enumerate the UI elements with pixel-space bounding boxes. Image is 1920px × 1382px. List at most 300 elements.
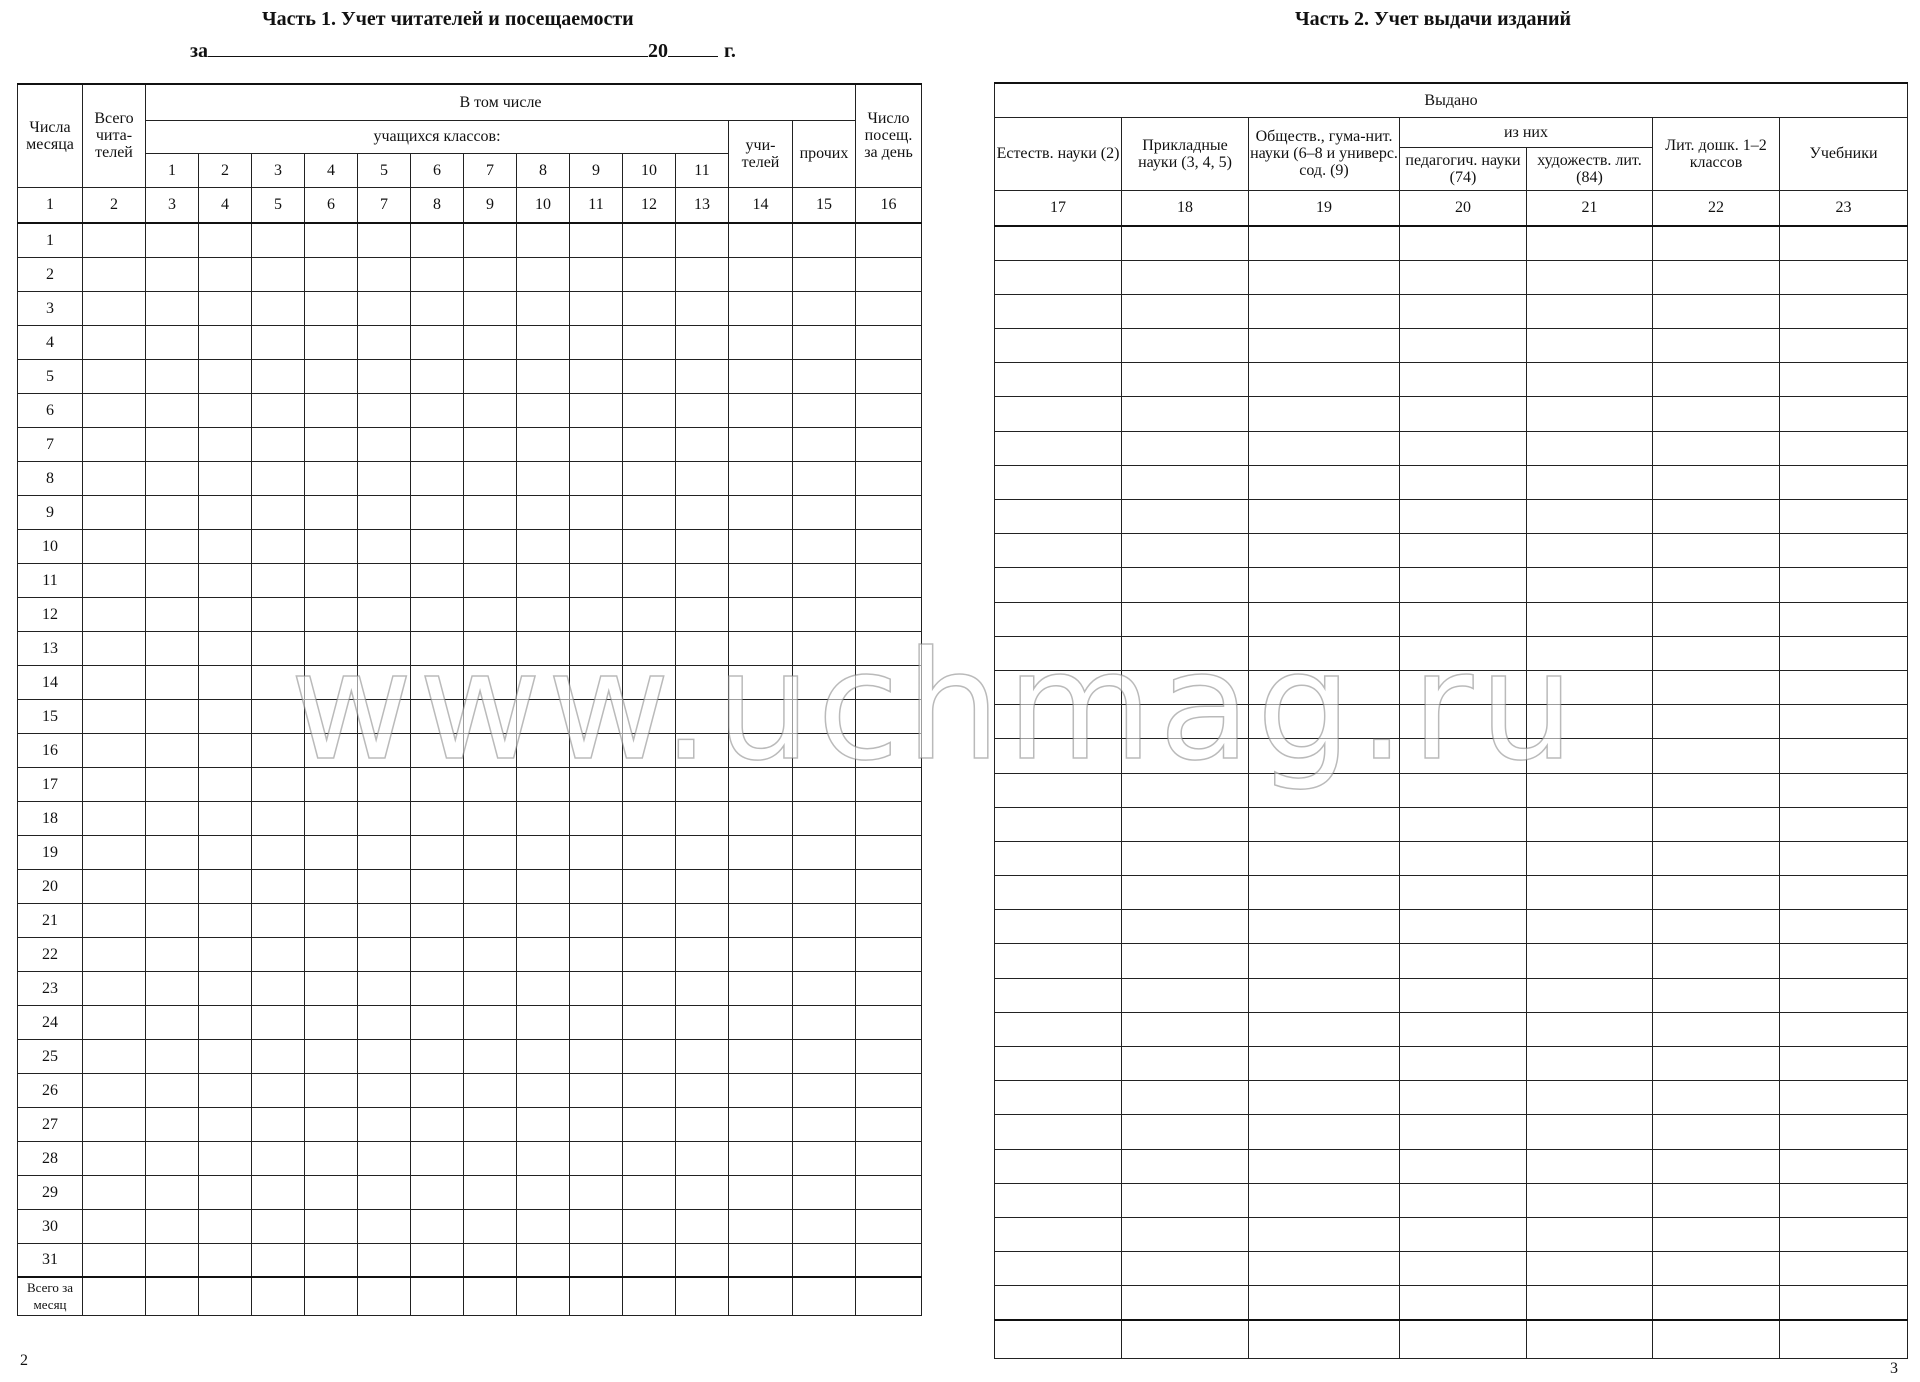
entry-cell[interactable] xyxy=(1122,397,1249,431)
entry-cell[interactable] xyxy=(995,705,1122,739)
entry-cell[interactable] xyxy=(83,835,146,869)
entry-cell[interactable] xyxy=(623,223,676,257)
entry-cell[interactable] xyxy=(1249,1047,1400,1081)
entry-cell[interactable] xyxy=(464,1243,517,1277)
entry-cell[interactable] xyxy=(146,461,199,495)
entry-cell[interactable] xyxy=(1527,397,1653,431)
entry-cell[interactable] xyxy=(146,699,199,733)
entry-cell[interactable] xyxy=(517,529,570,563)
entry-cell[interactable] xyxy=(411,1243,464,1277)
entry-cell[interactable] xyxy=(1653,1047,1780,1081)
entry-cell[interactable] xyxy=(793,801,856,835)
entry-cell[interactable] xyxy=(1400,773,1527,807)
entry-cell[interactable] xyxy=(676,427,729,461)
entry-cell[interactable] xyxy=(676,699,729,733)
entry-cell[interactable] xyxy=(411,461,464,495)
entry-cell[interactable] xyxy=(1400,876,1527,910)
period-month-blank[interactable] xyxy=(208,38,648,57)
entry-cell[interactable] xyxy=(676,1073,729,1107)
period-year-blank[interactable] xyxy=(668,38,718,57)
entry-cell[interactable] xyxy=(1527,1047,1653,1081)
entry-cell[interactable] xyxy=(793,699,856,733)
entry-cell[interactable] xyxy=(1527,670,1653,704)
entry-cell[interactable] xyxy=(517,937,570,971)
entry-cell[interactable] xyxy=(83,1243,146,1277)
entry-cell[interactable] xyxy=(146,1209,199,1243)
entry-cell[interactable] xyxy=(464,325,517,359)
entry-cell[interactable] xyxy=(464,563,517,597)
entry-cell[interactable] xyxy=(623,665,676,699)
entry-cell[interactable] xyxy=(1780,534,1908,568)
entry-cell[interactable] xyxy=(252,767,305,801)
entry-cell[interactable] xyxy=(517,1175,570,1209)
entry-cell[interactable] xyxy=(570,631,623,665)
entry-cell[interactable] xyxy=(199,971,252,1005)
entry-cell[interactable] xyxy=(83,631,146,665)
entry-cell[interactable] xyxy=(570,393,623,427)
entry-cell[interactable] xyxy=(199,1209,252,1243)
entry-cell[interactable] xyxy=(995,568,1122,602)
entry-cell[interactable] xyxy=(83,1005,146,1039)
entry-cell[interactable] xyxy=(83,1073,146,1107)
entry-cell[interactable] xyxy=(570,665,623,699)
entry-cell[interactable] xyxy=(856,461,922,495)
entry-cell[interactable] xyxy=(729,223,793,257)
entry-cell[interactable] xyxy=(83,1107,146,1141)
entry-cell[interactable] xyxy=(252,597,305,631)
entry-cell[interactable] xyxy=(83,1039,146,1073)
entry-cell[interactable] xyxy=(146,1073,199,1107)
entry-cell[interactable] xyxy=(729,325,793,359)
entry-cell[interactable] xyxy=(252,1243,305,1277)
entry-cell[interactable] xyxy=(676,937,729,971)
entry-cell[interactable] xyxy=(676,1243,729,1277)
entry-cell[interactable] xyxy=(252,1175,305,1209)
entry-cell[interactable] xyxy=(623,393,676,427)
total-cell[interactable] xyxy=(995,1320,1122,1358)
entry-cell[interactable] xyxy=(570,563,623,597)
entry-cell[interactable] xyxy=(1527,841,1653,875)
entry-cell[interactable] xyxy=(1249,807,1400,841)
entry-cell[interactable] xyxy=(1249,1012,1400,1046)
total-cell[interactable] xyxy=(1527,1320,1653,1358)
entry-cell[interactable] xyxy=(729,257,793,291)
entry-cell[interactable] xyxy=(729,1073,793,1107)
entry-cell[interactable] xyxy=(793,597,856,631)
entry-cell[interactable] xyxy=(1400,1012,1527,1046)
entry-cell[interactable] xyxy=(623,597,676,631)
entry-cell[interactable] xyxy=(411,665,464,699)
entry-cell[interactable] xyxy=(1653,568,1780,602)
entry-cell[interactable] xyxy=(1527,807,1653,841)
entry-cell[interactable] xyxy=(623,1209,676,1243)
entry-cell[interactable] xyxy=(305,257,358,291)
entry-cell[interactable] xyxy=(1653,1081,1780,1115)
entry-cell[interactable] xyxy=(1527,910,1653,944)
entry-cell[interactable] xyxy=(305,359,358,393)
entry-cell[interactable] xyxy=(517,665,570,699)
entry-cell[interactable] xyxy=(856,699,922,733)
entry-cell[interactable] xyxy=(517,1107,570,1141)
entry-cell[interactable] xyxy=(1653,363,1780,397)
entry-cell[interactable] xyxy=(464,257,517,291)
entry-cell[interactable] xyxy=(199,461,252,495)
entry-cell[interactable] xyxy=(1780,978,1908,1012)
entry-cell[interactable] xyxy=(83,665,146,699)
entry-cell[interactable] xyxy=(793,835,856,869)
entry-cell[interactable] xyxy=(517,1039,570,1073)
entry-cell[interactable] xyxy=(199,257,252,291)
entry-cell[interactable] xyxy=(623,325,676,359)
entry-cell[interactable] xyxy=(517,393,570,427)
entry-cell[interactable] xyxy=(1653,226,1780,260)
entry-cell[interactable] xyxy=(464,495,517,529)
entry-cell[interactable] xyxy=(623,495,676,529)
entry-cell[interactable] xyxy=(358,937,411,971)
entry-cell[interactable] xyxy=(464,1141,517,1175)
entry-cell[interactable] xyxy=(995,876,1122,910)
entry-cell[interactable] xyxy=(1653,1217,1780,1251)
entry-cell[interactable] xyxy=(1400,602,1527,636)
entry-cell[interactable] xyxy=(793,733,856,767)
entry-cell[interactable] xyxy=(793,971,856,1005)
entry-cell[interactable] xyxy=(793,1073,856,1107)
entry-cell[interactable] xyxy=(1653,534,1780,568)
entry-cell[interactable] xyxy=(358,665,411,699)
entry-cell[interactable] xyxy=(623,699,676,733)
entry-cell[interactable] xyxy=(305,1175,358,1209)
entry-cell[interactable] xyxy=(1527,1012,1653,1046)
entry-cell[interactable] xyxy=(1249,329,1400,363)
entry-cell[interactable] xyxy=(1122,944,1249,978)
entry-cell[interactable] xyxy=(305,733,358,767)
entry-cell[interactable] xyxy=(464,869,517,903)
entry-cell[interactable] xyxy=(1653,1115,1780,1149)
entry-cell[interactable] xyxy=(1780,329,1908,363)
entry-cell[interactable] xyxy=(146,971,199,1005)
entry-cell[interactable] xyxy=(1122,739,1249,773)
entry-cell[interactable] xyxy=(199,937,252,971)
entry-cell[interactable] xyxy=(199,427,252,461)
entry-cell[interactable] xyxy=(1400,294,1527,328)
entry-cell[interactable] xyxy=(623,1039,676,1073)
entry-cell[interactable] xyxy=(570,529,623,563)
entry-cell[interactable] xyxy=(517,631,570,665)
entry-cell[interactable] xyxy=(517,461,570,495)
entry-cell[interactable] xyxy=(856,801,922,835)
entry-cell[interactable] xyxy=(83,291,146,325)
entry-cell[interactable] xyxy=(1249,397,1400,431)
entry-cell[interactable] xyxy=(570,903,623,937)
entry-cell[interactable] xyxy=(146,393,199,427)
entry-cell[interactable] xyxy=(793,223,856,257)
entry-cell[interactable] xyxy=(1122,260,1249,294)
entry-cell[interactable] xyxy=(252,393,305,427)
entry-cell[interactable] xyxy=(1122,363,1249,397)
entry-cell[interactable] xyxy=(199,359,252,393)
entry-cell[interactable] xyxy=(623,427,676,461)
entry-cell[interactable] xyxy=(464,359,517,393)
entry-cell[interactable] xyxy=(146,597,199,631)
entry-cell[interactable] xyxy=(729,835,793,869)
entry-cell[interactable] xyxy=(729,869,793,903)
entry-cell[interactable] xyxy=(729,495,793,529)
entry-cell[interactable] xyxy=(1780,260,1908,294)
entry-cell[interactable] xyxy=(570,359,623,393)
entry-cell[interactable] xyxy=(305,1005,358,1039)
entry-cell[interactable] xyxy=(199,631,252,665)
entry-cell[interactable] xyxy=(199,1073,252,1107)
entry-cell[interactable] xyxy=(1653,807,1780,841)
entry-cell[interactable] xyxy=(146,733,199,767)
entry-cell[interactable] xyxy=(358,733,411,767)
entry-cell[interactable] xyxy=(411,1039,464,1073)
total-cell[interactable] xyxy=(1400,1320,1527,1358)
entry-cell[interactable] xyxy=(411,223,464,257)
entry-cell[interactable] xyxy=(729,801,793,835)
entry-cell[interactable] xyxy=(411,393,464,427)
total-cell[interactable] xyxy=(623,1277,676,1315)
entry-cell[interactable] xyxy=(856,665,922,699)
entry-cell[interactable] xyxy=(358,1039,411,1073)
entry-cell[interactable] xyxy=(1249,226,1400,260)
entry-cell[interactable] xyxy=(83,971,146,1005)
entry-cell[interactable] xyxy=(729,699,793,733)
entry-cell[interactable] xyxy=(995,602,1122,636)
entry-cell[interactable] xyxy=(856,563,922,597)
entry-cell[interactable] xyxy=(464,1107,517,1141)
entry-cell[interactable] xyxy=(623,1107,676,1141)
entry-cell[interactable] xyxy=(856,1039,922,1073)
entry-cell[interactable] xyxy=(411,529,464,563)
entry-cell[interactable] xyxy=(570,461,623,495)
entry-cell[interactable] xyxy=(517,1243,570,1277)
entry-cell[interactable] xyxy=(464,699,517,733)
entry-cell[interactable] xyxy=(146,1039,199,1073)
entry-cell[interactable] xyxy=(856,529,922,563)
entry-cell[interactable] xyxy=(146,1141,199,1175)
entry-cell[interactable] xyxy=(411,1141,464,1175)
entry-cell[interactable] xyxy=(305,631,358,665)
entry-cell[interactable] xyxy=(995,465,1122,499)
entry-cell[interactable] xyxy=(676,903,729,937)
entry-cell[interactable] xyxy=(252,801,305,835)
entry-cell[interactable] xyxy=(995,226,1122,260)
entry-cell[interactable] xyxy=(570,869,623,903)
entry-cell[interactable] xyxy=(464,801,517,835)
entry-cell[interactable] xyxy=(1780,670,1908,704)
total-cell[interactable] xyxy=(517,1277,570,1315)
entry-cell[interactable] xyxy=(517,223,570,257)
entry-cell[interactable] xyxy=(1249,978,1400,1012)
entry-cell[interactable] xyxy=(1249,1286,1400,1320)
entry-cell[interactable] xyxy=(1122,670,1249,704)
entry-cell[interactable] xyxy=(676,971,729,1005)
entry-cell[interactable] xyxy=(856,1243,922,1277)
entry-cell[interactable] xyxy=(1780,500,1908,534)
entry-cell[interactable] xyxy=(793,291,856,325)
entry-cell[interactable] xyxy=(517,291,570,325)
entry-cell[interactable] xyxy=(83,359,146,393)
entry-cell[interactable] xyxy=(1527,636,1653,670)
entry-cell[interactable] xyxy=(358,325,411,359)
entry-cell[interactable] xyxy=(1122,1081,1249,1115)
entry-cell[interactable] xyxy=(199,801,252,835)
entry-cell[interactable] xyxy=(305,767,358,801)
entry-cell[interactable] xyxy=(676,1005,729,1039)
entry-cell[interactable] xyxy=(1527,739,1653,773)
entry-cell[interactable] xyxy=(729,461,793,495)
entry-cell[interactable] xyxy=(793,325,856,359)
entry-cell[interactable] xyxy=(1653,602,1780,636)
entry-cell[interactable] xyxy=(252,869,305,903)
entry-cell[interactable] xyxy=(1527,294,1653,328)
entry-cell[interactable] xyxy=(1122,534,1249,568)
entry-cell[interactable] xyxy=(1122,1149,1249,1183)
entry-cell[interactable] xyxy=(199,393,252,427)
entry-cell[interactable] xyxy=(199,563,252,597)
entry-cell[interactable] xyxy=(1780,1012,1908,1046)
entry-cell[interactable] xyxy=(623,257,676,291)
entry-cell[interactable] xyxy=(729,563,793,597)
entry-cell[interactable] xyxy=(464,393,517,427)
entry-cell[interactable] xyxy=(676,1141,729,1175)
entry-cell[interactable] xyxy=(83,325,146,359)
entry-cell[interactable] xyxy=(1122,294,1249,328)
entry-cell[interactable] xyxy=(856,1005,922,1039)
entry-cell[interactable] xyxy=(676,461,729,495)
entry-cell[interactable] xyxy=(1653,944,1780,978)
entry-cell[interactable] xyxy=(1122,329,1249,363)
entry-cell[interactable] xyxy=(1400,636,1527,670)
entry-cell[interactable] xyxy=(676,223,729,257)
entry-cell[interactable] xyxy=(358,801,411,835)
entry-cell[interactable] xyxy=(252,563,305,597)
entry-cell[interactable] xyxy=(358,1209,411,1243)
entry-cell[interactable] xyxy=(1527,568,1653,602)
entry-cell[interactable] xyxy=(1780,1252,1908,1286)
entry-cell[interactable] xyxy=(1780,705,1908,739)
entry-cell[interactable] xyxy=(793,461,856,495)
entry-cell[interactable] xyxy=(623,801,676,835)
entry-cell[interactable] xyxy=(252,325,305,359)
entry-cell[interactable] xyxy=(570,1175,623,1209)
entry-cell[interactable] xyxy=(676,869,729,903)
entry-cell[interactable] xyxy=(793,393,856,427)
entry-cell[interactable] xyxy=(411,563,464,597)
entry-cell[interactable] xyxy=(464,461,517,495)
entry-cell[interactable] xyxy=(729,937,793,971)
entry-cell[interactable] xyxy=(995,1047,1122,1081)
entry-cell[interactable] xyxy=(570,835,623,869)
entry-cell[interactable] xyxy=(1249,944,1400,978)
entry-cell[interactable] xyxy=(1122,636,1249,670)
entry-cell[interactable] xyxy=(1122,1217,1249,1251)
entry-cell[interactable] xyxy=(570,971,623,1005)
entry-cell[interactable] xyxy=(1122,500,1249,534)
entry-cell[interactable] xyxy=(1780,944,1908,978)
entry-cell[interactable] xyxy=(995,739,1122,773)
entry-cell[interactable] xyxy=(1527,260,1653,294)
entry-cell[interactable] xyxy=(411,937,464,971)
entry-cell[interactable] xyxy=(793,631,856,665)
entry-cell[interactable] xyxy=(411,427,464,461)
entry-cell[interactable] xyxy=(1653,670,1780,704)
entry-cell[interactable] xyxy=(856,903,922,937)
entry-cell[interactable] xyxy=(729,359,793,393)
entry-cell[interactable] xyxy=(252,1107,305,1141)
entry-cell[interactable] xyxy=(676,359,729,393)
entry-cell[interactable] xyxy=(411,903,464,937)
entry-cell[interactable] xyxy=(252,733,305,767)
entry-cell[interactable] xyxy=(1653,636,1780,670)
entry-cell[interactable] xyxy=(623,1073,676,1107)
entry-cell[interactable] xyxy=(995,910,1122,944)
entry-cell[interactable] xyxy=(199,495,252,529)
total-cell[interactable] xyxy=(1780,1320,1908,1358)
entry-cell[interactable] xyxy=(199,597,252,631)
entry-cell[interactable] xyxy=(995,1115,1122,1149)
entry-cell[interactable] xyxy=(623,971,676,1005)
entry-cell[interactable] xyxy=(570,801,623,835)
entry-cell[interactable] xyxy=(464,903,517,937)
entry-cell[interactable] xyxy=(1122,705,1249,739)
entry-cell[interactable] xyxy=(83,767,146,801)
entry-cell[interactable] xyxy=(411,767,464,801)
entry-cell[interactable] xyxy=(623,767,676,801)
entry-cell[interactable] xyxy=(83,529,146,563)
entry-cell[interactable] xyxy=(729,971,793,1005)
entry-cell[interactable] xyxy=(411,1107,464,1141)
entry-cell[interactable] xyxy=(995,1183,1122,1217)
entry-cell[interactable] xyxy=(305,563,358,597)
entry-cell[interactable] xyxy=(995,636,1122,670)
entry-cell[interactable] xyxy=(1780,636,1908,670)
entry-cell[interactable] xyxy=(305,937,358,971)
entry-cell[interactable] xyxy=(856,869,922,903)
entry-cell[interactable] xyxy=(83,903,146,937)
entry-cell[interactable] xyxy=(729,1005,793,1039)
entry-cell[interactable] xyxy=(83,801,146,835)
entry-cell[interactable] xyxy=(856,495,922,529)
total-cell[interactable] xyxy=(358,1277,411,1315)
entry-cell[interactable] xyxy=(252,1141,305,1175)
entry-cell[interactable] xyxy=(146,767,199,801)
entry-cell[interactable] xyxy=(83,223,146,257)
entry-cell[interactable] xyxy=(995,1149,1122,1183)
entry-cell[interactable] xyxy=(793,1209,856,1243)
entry-cell[interactable] xyxy=(676,631,729,665)
entry-cell[interactable] xyxy=(1527,705,1653,739)
entry-cell[interactable] xyxy=(793,359,856,393)
entry-cell[interactable] xyxy=(856,393,922,427)
entry-cell[interactable] xyxy=(1527,226,1653,260)
entry-cell[interactable] xyxy=(1780,1115,1908,1149)
entry-cell[interactable] xyxy=(1780,773,1908,807)
entry-cell[interactable] xyxy=(793,665,856,699)
entry-cell[interactable] xyxy=(83,733,146,767)
entry-cell[interactable] xyxy=(856,257,922,291)
entry-cell[interactable] xyxy=(623,461,676,495)
entry-cell[interactable] xyxy=(1780,568,1908,602)
entry-cell[interactable] xyxy=(1527,534,1653,568)
entry-cell[interactable] xyxy=(1527,978,1653,1012)
entry-cell[interactable] xyxy=(1527,465,1653,499)
entry-cell[interactable] xyxy=(1122,1047,1249,1081)
entry-cell[interactable] xyxy=(995,1252,1122,1286)
entry-cell[interactable] xyxy=(305,223,358,257)
entry-cell[interactable] xyxy=(1527,944,1653,978)
